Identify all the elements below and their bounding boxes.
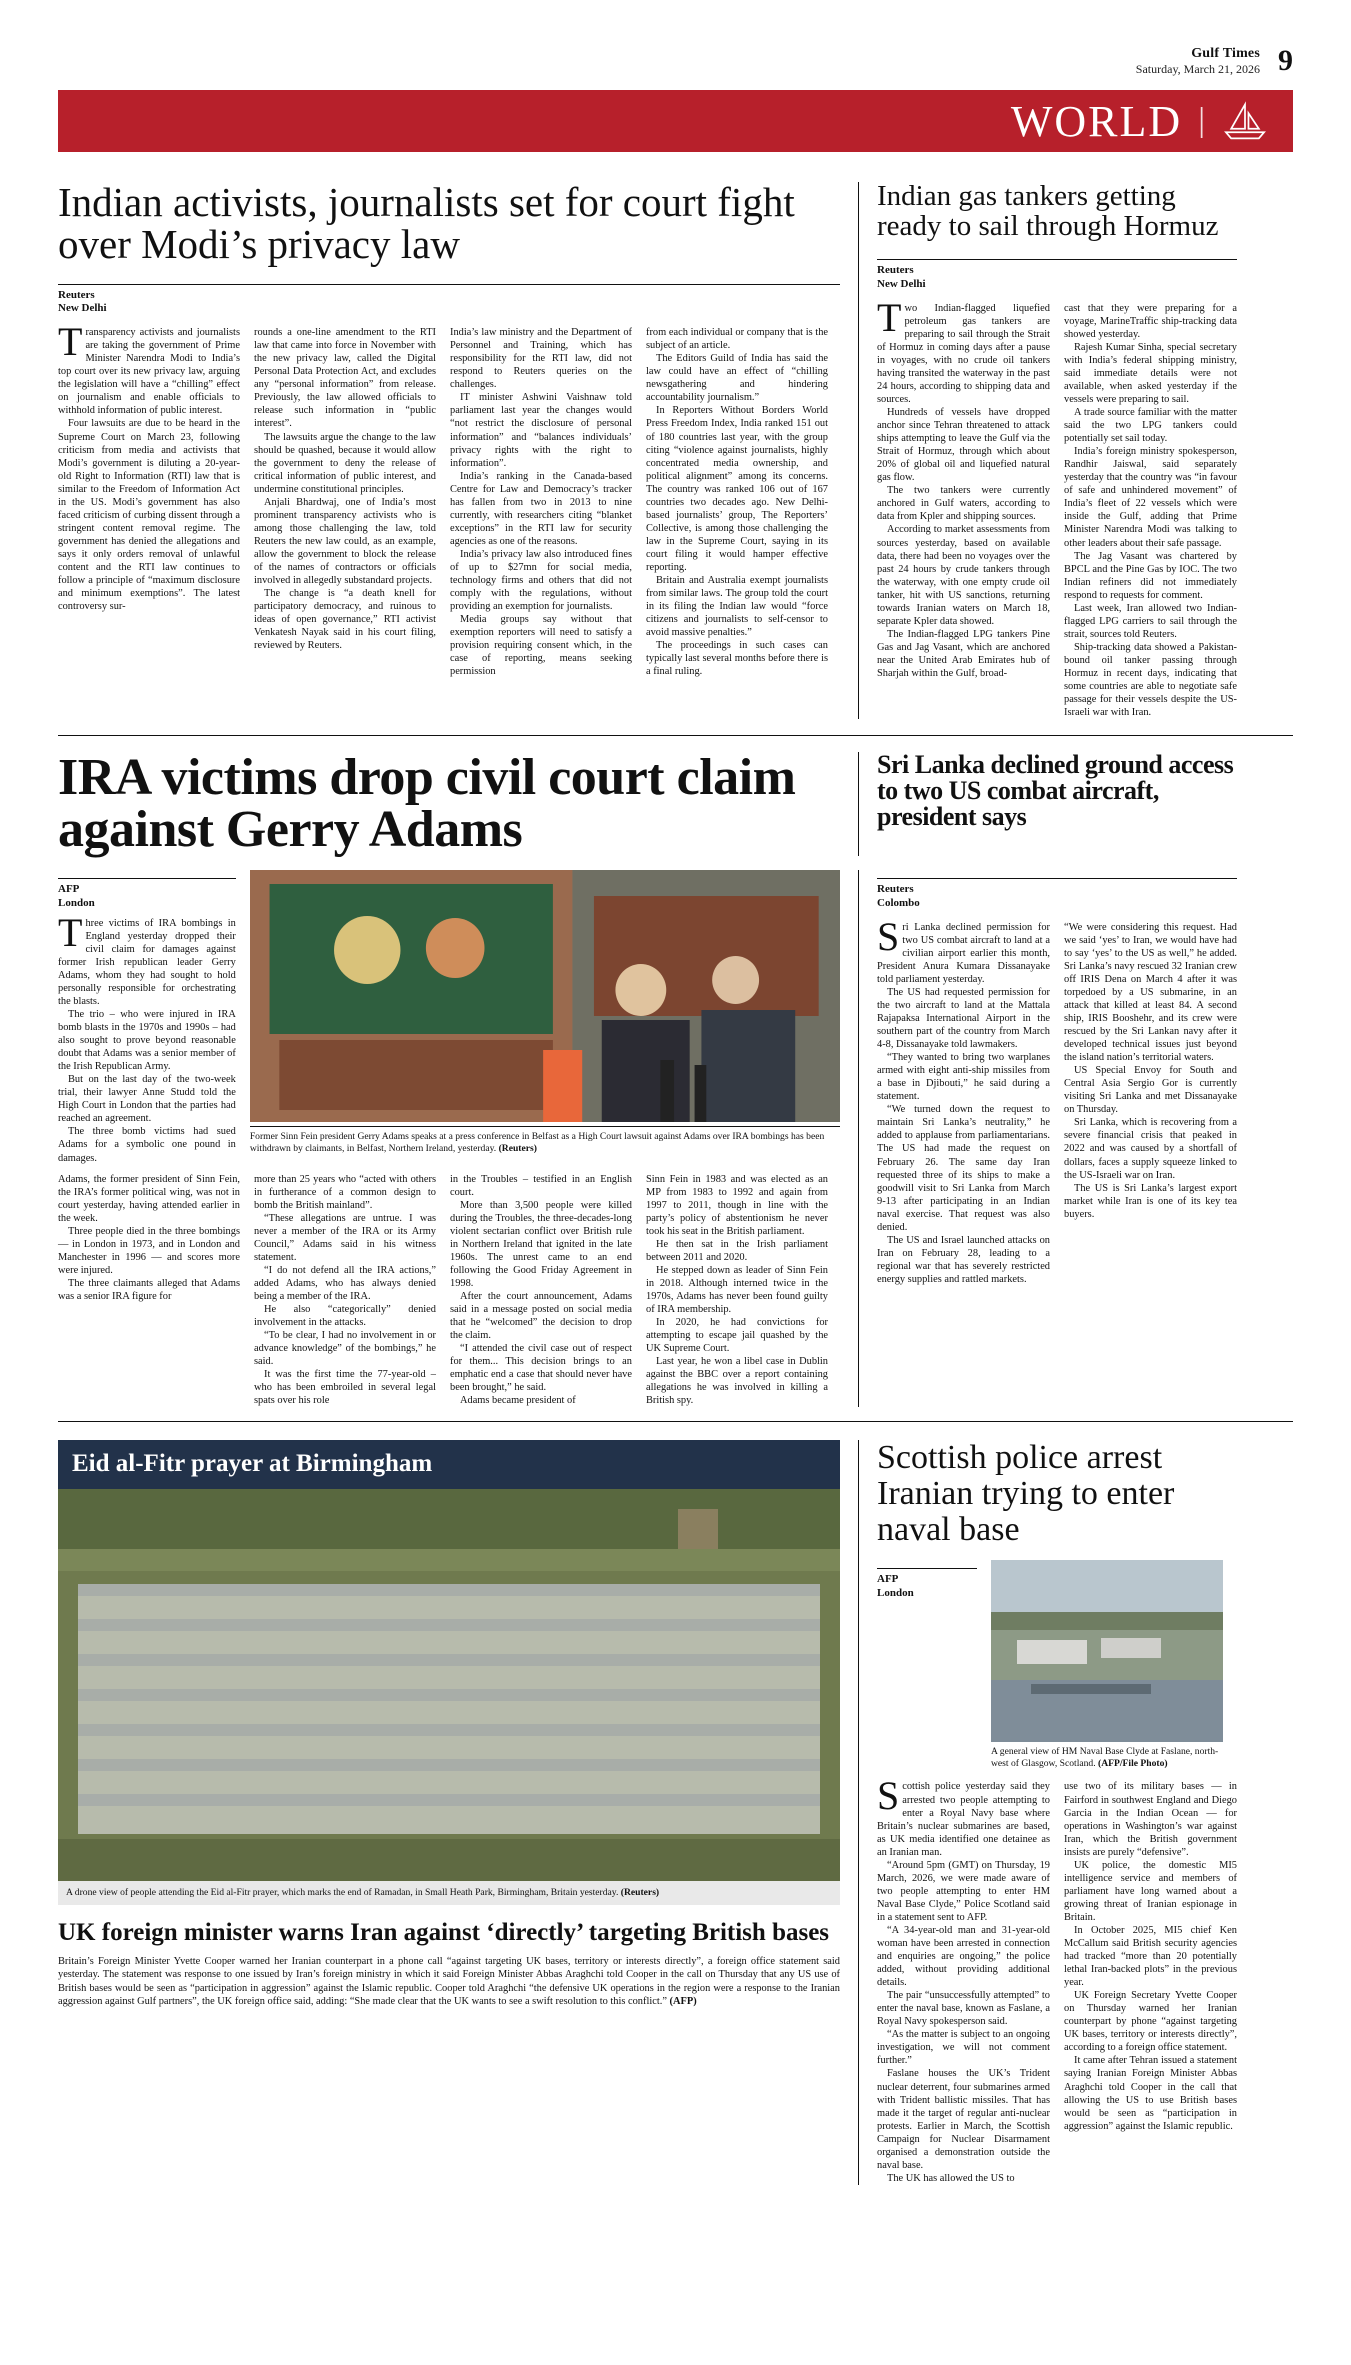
byline-city: New Delhi	[58, 302, 107, 315]
column-1: Sri Lanka declined permission for two US combat aircraft to land at a civilian airport earlier this month, President Anura Kumara Dissanayake told parliament yesterday. The US had requested permission for the two aircraft to land at the Mattala Rajapaksa International Airport in the southern part of the country from March 4-8, Dissanayake told lawmakers. “They wanted to bring two warplanes armed with eight anti-ship missiles from a base in Djibouti,” he said during a statement. “We turned down the request to maintain Sri Lanka’s neutrality,” he added to applause from parliamentarians. The US had made the request on February 26. The same day Iran requested three of its ships to make a goodwill visit to Sri Lanka from March 9-13 after participating in an Indian naval exercise. That request was also denied. The US and Israel launched attacks on Iran on February 28, leading to a regional war that has severely restricted energy supplies and rattled markets.	[877, 913, 1050, 1285]
naval-base-photo	[991, 1560, 1223, 1742]
story-privacy	[58, 179, 858, 719]
byline-source: Reuters	[58, 288, 95, 301]
publication-date: Saturday, March 21, 2026	[1135, 62, 1260, 77]
column-2: more than 25 years who “acted with others in furtherance of a common design to bomb the British mainland”. “These allegations are untrue. I was never a member of the IRA or its Army Council,” Adams said in his witness statement. “I do not defend all the IRA actions,” added Adams, who has always denied being a member of the IRA. He also “categorically” denied involvement in the attacks. “To be clear, I had no involvement in or advance knowledge” of the bombings,” he said. It was the first time the 77-year-old – who has been embroiled in several legal spats over his role	[254, 1173, 436, 1407]
gas-headline: Indian gas tankers getting ready to sail through Hormuz	[877, 180, 1219, 242]
byline-source: Reuters	[877, 883, 914, 896]
ira-press-conference-photo	[250, 870, 840, 1122]
story-eid	[58, 1440, 858, 2185]
ira-left-block: AFP London Three victims of IRA bombings in England yesterday dropped their civil claim for damages against former Irish republican leader Gerry Adams, whom they had sought to hold personally responsible for orchestrating the blasts. The trio – who were injured in IRA bomb blasts in the 1970s and 1990s – had also sought to prove beyond reasonable doubt that Adams was a senior member of the Irish Republican Army. But on the last day of the two-week trial, their lawyer Anne Studd told the High Court in London that the parties had reached an agreement. The three bomb victims had sued Adams for a symbolic one pound in damages. Former Sinn Fein president Gerry Adams speaks at a press conference in Belfast as a High Court lawsuit against Adams over IRA bombings has been withdrawn by claimants, in Belfast, Northern Ireland, yesterday. (Reuters) Adams, the former president of Sinn Fein, the IRA’s former political wing, was not in court yesterday, having attended earlier in the week. Three people died in the three bombings — in London in 1973, and in London and Manchester in 1996 — and scores more were injured. The three claimants alleged that Adams was a senior IRA figure for more than 25 years who “acted with others in furtherance of a common design to bomb the British mainland”. “These allegations are untrue. I was never a member of the IRA or its Army Council,” Adams said in his witness statement. “I do not defend all the IRA actions,” added Adams, who has always denied being a member of the IRA. He also “categorically” denied involvement in the attacks. “To be clear, I had no involvement in or advance knowledge” of the bombings,” he said. It was the first time the 77-year-old – who has been embroiled in several legal spats over his role in the Troubles – testified in an English court. More than 3,500 people were killed during the Troubles, the three-decades-long violent sectarian conflict over British rule in Northern Ireland that ignited in the late 1960s. The unrest came to an end following the Good Friday Agreement in 1998. After the court announcement, Adams said in a message posted on social media that he “welcomed” the decision to drop the claim. “I attended the civil case out of respect for them... This decision brings to an emphatic end a case that should never have been brought,” he said. Adams became president of Sinn Fein in 1983 and was elected as an MP from 1983 to 1992 and again from 1997 to 2011, though in line with the party’s policy of abstentionism he never took his seat in the British parliament. He then sat in the Irish parliament between 2011 and 2020. He stepped down as leader of Sinn Fein in 2018. Although interned twice in the 1970s, Adams has never been found guilty of IRA membership. In 2020, he had convictions for attempting to escape jail quashed by the UK Supreme Court. Last year, he won a libel case in Dublin against the BBC over a report containing allegations he was involved in killing a British spy.	[58, 870, 858, 1407]
privacy-columns	[58, 319, 840, 678]
column-2: cast that they were preparing for a voyage, MarineTraffic ship-tracking data showed yesterday. Rajesh Kumar Sinha, special secretary with India’s federal shipping ministry, said immediate details were not available, when asked yesterday if the vessels were preparing to sail. A trade source familiar with the matter said the two LPG tankers could potentially set sail today. India’s foreign ministry spokesperson, Randhir Jaiswal, said separately yesterday that the country was “in favour of safe and unhindered movement” of India’s fleet of 22 vessels which were inside the Gulf, adding that Prime Minister Narendra Modi was talking to other leaders about their safe passage. The Jag Vasant was chartered by BPCL and the Pine Gas by IOC. The two Indian refiners did not immediately respond to requests for comment. Last week, Iran allowed two Indian-flagged LPG carriers to sail through the strait, sources told Reuters. Ship-tracking data showed a Pakistan-bound oil tanker passing through Hormuz in recent days, indicating that some countries are able to negotiate safe passage for their vessels despite the US-Israeli war with Iran.	[1064, 302, 1237, 719]
uk-headline: UK foreign minister warns Iran against ‘directly’ targeting British bases	[58, 1919, 830, 1947]
horizontal-rule	[58, 1421, 1293, 1422]
page-number: 9	[1278, 44, 1293, 77]
photo-credit: (Reuters)	[498, 1143, 537, 1155]
naval-photo-caption: A general view of HM Naval Base Clyde at Faslane, north-west of Glasgow, Scotland. (AFP/File Photo)	[991, 1746, 1219, 1770]
uk-body: Britain’s Foreign Minister Yvette Cooper warned her Iranian counterpart in a phone call “against targeting UK bases, territory or interests directly”, a foreign office statement said yesterday. The statement was response to one issued by Iran’s foreign ministry in which it said Foreign Minister Abbas Araghchi told Cooper in the call on Thursday that any US use of British bases would be seen as “participation in aggression” against the Islamic republic. Cooper told Araghchi “the defensive UK operations in the region were a response to the Iranian aggression against Gulf partners”, the UK foreign office said, adding: “She made clear that the UK wants to see a swift resolution to this conflict.” (AFP)	[58, 1955, 840, 2008]
scot-headline: Scottish police arrest Iranian trying to enter naval base	[877, 1439, 1175, 1549]
column-4: Sinn Fein in 1983 and was elected as an MP from 1983 to 1992 and again from 1997 to 2011, though in line with the party’s policy of abstentionism he never took his seat in the British parliament. He then sat in the Irish parliament between 2011 and 2020. He stepped down as leader of Sinn Fein in 2018. Although interned twice in the 1970s, Adams has never been found guilty of IRA membership. In 2020, he had convictions for attempting to escape jail quashed by the UK Supreme Court. Last year, he won a libel case in Dublin against the BBC over a report containing allegations he was involved in killing a British spy.	[646, 1173, 828, 1407]
uk-credit: (AFP)	[669, 1996, 697, 2008]
byline-source: AFP	[877, 1573, 899, 1586]
ira-photo-caption: Former Sinn Fein president Gerry Adams speaks at a press conference in Belfast as a High Court lawsuit against Adams over IRA bombings has been withdrawn by claimants, in Belfast, Northern Ireland, yesterday. (Reuters)	[249, 1131, 825, 1155]
story-scotland	[859, 1440, 1237, 2185]
byline-city: Colombo	[877, 896, 920, 909]
column-1: Scottish police yesterday said they arrested two people attempting to enter a Royal Navy base where Britain’s nuclear submarines are based, as UK media identified one detainee as an Iranian man. “Around 5pm (GMT) on Thursday, 19 March, 2026, we were made aware of two people attempting to enter HM Naval Base Clyde,” Police Scotland said in a statement sent to AFP. “A 34-year-old man and 31-year-old woman have been arrested in connection and enquiries are ongoing,” the police added, without providing additional details. The pair “unsuccessfully attempted” to enter the naval base, known as Faslane, a Royal Navy spokesperson said. “As the matter is subject to an ongoing investigation, we will not comment further.” Faslane houses the UK’s Trident nuclear deterrent, four submarines armed with Trident ballistic missiles. That has made it the target of regular anti-nuclear protests. Earlier in March, the Scottish Campaign for Nuclear Disarmament organised a demonstration outside the naval base. The UK has allowed the US to	[877, 1773, 1050, 2184]
eid-photo-caption: A drone view of people attending the Eid al-Fitr prayer, which marks the end of Ramadan, in Small Heath Park, Birmingham, Britain yesterday. (Reuters)	[58, 1881, 840, 1905]
column-1: Adams, the former president of Sinn Fein, the IRA’s former political wing, was not in court yesterday, having attended earlier in the week. Three people died in the three bombings — in London in 1973, and in London and Manchester in 1996 — and scores more were injured. The three claimants alleged that Adams was a senior IRA figure for	[58, 1173, 240, 1302]
byline-city: London	[58, 896, 95, 909]
story-sri-lanka	[859, 870, 1237, 1407]
eid-prayer-photo	[58, 1489, 840, 1881]
byline-source: AFP	[58, 883, 80, 896]
page-title: Indian activists, journalists set for court fight over Modi’s privacy law	[58, 179, 795, 267]
byline-city: London	[877, 1587, 914, 1600]
publication-title: Gulf Times	[1191, 45, 1260, 61]
sri-headline: Sri Lanka declined ground access to two US combat aircraft, president says	[877, 750, 1234, 832]
masthead	[58, 0, 1293, 76]
story-gas-tankers	[859, 182, 1237, 719]
column-2: rounds a one-line amendment to the RTI law that came into force in November with the new privacy law, called the Digital Personal Data Protection Act, and excludes any “personal information” from release. Previously, the law allowed officials to release such information in “public interest”. The lawsuits argue the change to the law should be quashed, because it would allow the government to deny the release of critical information of public interest, and undermine constitutional principles. Anjali Bhardwaj, one of India’s most prominent transparency activists who is among those challenging the law, told Reuters the new law could, as an example, allow the government to block the release of the names of contractors or officials involved in allegedly substandard projects. The change is “a death knell for participatory democracy, and ruinous to ideas of open governance,” RTI activist Venkatesh Nayak said in his court filing, reviewed by Reuters.	[254, 327, 436, 652]
ira-columns	[58, 1173, 840, 1408]
column-3: in the Troubles – testified in an English court. More than 3,500 people were killed during the Troubles, the three-decades-long violent sectarian conflict over British rule in Northern Ireland that ignited in the late 1960s. The unrest came to an end following the Good Friday Agreement in 1998. After the court announcement, Adams said in a message posted on social media that he “welcomed” the decision to drop the claim. “I attended the civil case out of respect for them... This decision brings to an emphatic end a case that should never have been brought,” he said. Adams became president of	[450, 1173, 632, 1407]
bottom-section	[58, 1440, 1293, 2185]
column-1: Two Indian-flagged liquefied petroleum gas tankers are preparing to sail through the Strait of Hormuz in coming days after a pause in voyages, with no crude oil tankers having transited the waterway in the past 24 hours, according to shipping data and sources. Hundreds of vessels have dropped anchor since Tehran threatened to attack ships attempting to leave the Gulf via the Strait of Hormuz, through which about 20% of global oil and liquefied natural gas flow. The two tankers were currently anchored in Gulf waters, according to data from Kpler and shipping sources. According to market assessments from sources yesterday, based on available data, there had been no voyages over the past 24 hours by crude tankers through the waterway, with one empty crude oil tanker, hit with US sanctions, returning towards Iranian waters on March 18, separate Kpler data showed. The Indian-flagged LPG tankers Pine Gas and Jag Vasant, which are anchored near the United Arab Emirates hub of Sharjah within the Gulf, broad-	[877, 294, 1050, 679]
scot-columns	[877, 1773, 1237, 2184]
gas-columns	[877, 294, 1237, 720]
section-divider: |	[1198, 102, 1205, 139]
photo-credit: (Reuters)	[620, 1887, 660, 1899]
eid-headline: Eid al-Fitr prayer at Birmingham	[58, 1440, 840, 1489]
section-title: WORLD	[1010, 96, 1183, 146]
column-2: “We were considering this request. Had we said ‘yes’ to Iran, we would have had to say ‘yes’ to the US as well,” he added. Sri Lanka’s navy rescued 32 Iranian crew off IRIS Dena on March 4 after it was torpedoed by a US submarine, in an attack that killed at least 84. A second ship, IRIS Booshehr, and its crew were rescued by the Sri Lankan navy after it developed technical issues just beyond the island nation’s territorial waters. US Special Envoy for South and Central Asia Sergio Gor is currently visiting Sri Lanka and met Dissanayake on Thursday. Sri Lanka, which is recovering from a severe financial crisis that peaked in 2022 and was caused by a shortfall of dollars, faces a supply squeeze linked to the US-Israeli war on Iran. The US is Sri Lanka’s largest export market while Iran is one of its key tea buyers.	[1064, 921, 1237, 1220]
story-ira	[58, 749, 1293, 1407]
horizontal-rule	[58, 735, 1293, 736]
photo-credit: (AFP/File Photo)	[1098, 1758, 1168, 1770]
column-1: Transparency activists and journalists are taking the government of Prime Minister Narendra Modi to India’s top court over its new privacy law, arguing the legislation will have a “chilling” effect on journalism and enable officials to withhold information of public interest. Four lawsuits are due to be heard in the Supreme Court on March 23, following criticism from media and activists that Modi’s government is diluting a 20-year-old Right to Information (RTI) law that is similar to the Freedom of Information Act in the US. Modi’s government has also faced criticism of curbing dissent through a stringent content removal regime. The government has denied the allegations and says it only orders removal of unlawful content and the RTI law continues to follow a principle of “maximum disclosure and minimum exemptions”. The latest controversy sur-	[58, 319, 240, 613]
sailboat-icon	[1219, 101, 1271, 141]
column-4: from each individual or company that is the subject of an article. The Editors Guild of India has said the law could have an effect of “chilling newsgathering and hindering accountability journalism.” In Reporters Without Borders World Press Freedom Index, India ranked 151 out of 180 countries last year, with the group citing “violence against journalists, highly concentrated media ownership, and political alignment” among its concerns. The country was ranked 106 out of 167 countries two decades ago. New Delhi-based journalists’ group, The Reporters’ Collective, is among those challenging the law in the Supreme Court, saying in its court filing it would hamper effective reporting. Britain and Australia exempt journalists from similar laws. The group told the court in its filing the Indian law would “force citizens and journalists to self-censor to avoid massive penalties.” The proceedings in such cases can typically last several months before there is a final ruling.	[646, 327, 828, 678]
column-2: use two of its military bases — in Fairford in southwest England and Diego Garcia in the Indian Ocean — for operations in Washington’s war against Iran, which the British government insists are purely “defensive”. UK police, the domestic MI5 intelligence service and members of parliament have long warned about a growing threat of Iranian espionage in Britain. In October 2025, MI5 chief Ken McCallum said British security agencies had tracked “more than 20 potentially lethal Iran-backed plots” in the previous year. UK Foreign Secretary Yvette Cooper on Thursday warned her Iranian counterpart by phone “against targeting UK bases, territory or interests directly”, according to a foreign office statement. It came after Tehran issued a statement saying Iranian Foreign Minister Abbas Araghchi told Cooper in the call that allowing the US to use British bases would be seen as “participation in aggression” against the Islamic republic.	[1064, 1781, 1237, 2132]
section-banner	[58, 90, 1293, 152]
column-3: India’s law ministry and the Department of Personnel and Training, which has responsibility for the RTI law, did not respond to Reuters queries on the challenges. IT minister Ashwini Vaishnaw told parliament last year the changes would “not restrict the disclosure of personal information” and “balances individuals’ privacy rights with the right to information”. India’s ranking in the Canada-based Centre for Law and Democracy’s tracker has fallen from two in 2013 to nine currently, with researchers citing “blanket exceptions” in the RTI law for security agencies as one of the reasons. India’s privacy law also introduced fines of up to $27mn for social media, technology firms and others that did not comply with the regulations, without providing an exemption for journalists. Media groups say without that exemption reporters will need to satisfy a provision requiring consent which, in the case of reporting, means seeking permission	[450, 327, 632, 678]
ira-headline: IRA victims drop civil court claim against Gerry Adams	[58, 749, 796, 859]
byline-city: New Delhi	[877, 277, 926, 290]
top-section	[58, 179, 1293, 719]
byline-source: Reuters	[877, 264, 914, 277]
